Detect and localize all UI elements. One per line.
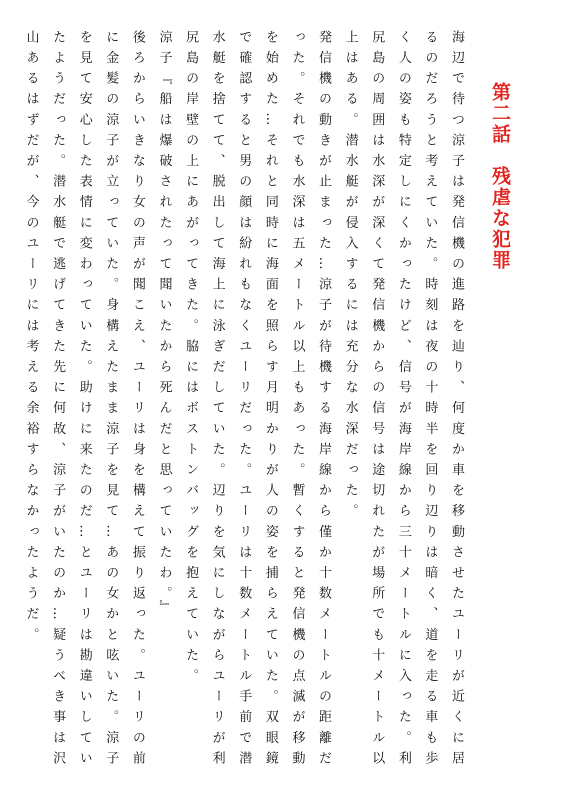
body-text xyxy=(17,30,469,776)
paragraph: 発信機の動きが止まった…涼子が待機する海岸線から僅か十数メートルの距離だった。それでも水深は五メートル以上もあった。暫くすると発信機の点滅が移動を始めた…それと同時に海面を照らす月明かりが人の姿を捕らえていた。双眼鏡で確認すると男の顔は紛れもなくユーリだった。ユーリは十数メートル手前で潜水艇を捨てて、脱出して海上に泳ぎだしていた。辺りを気にしながらユーリが利尻島の岸壁の上にあがってきた。脇にはボストンバッグを抱えていた。 xyxy=(183,30,332,772)
paragraph: 海辺で待つ涼子は発信機の進路を辿り、何度か車を移動させたユーリが近くに居るのだろうと考えていた。時刻は夜の十時半を回り辺りは暗く、道を走る車も歩く人の姿も特定しにくかったけど、信号が海岸線から三十メートルに入った。利尻島の周囲は水深が深くて発信機からの信号は途切れたが場所でも十メートル以上はある。潜水艇が侵入するには充分な水深だった。 xyxy=(342,30,464,772)
paragraph: 後ろからいきなり女の声が聞こえ、ユーリは身を構えて振り返った。ユーリの前に金髪の涼子が立っていた。身構えたまま涼子を見て…あの女かと呟いた。涼子を見て安心した表情に変わっていた。助けに来たのだ…とユーリは勘違いしていたようだった。潜水艇で逃げてきた先に何故、涼子がいたのか…疑うべき事は沢山あるはずだが、今のユーリには考える余裕すらなかったようだ。 xyxy=(23,30,145,772)
paragraph: 涼子『船は爆破されたって聞いたから死んだと思っていたわ。』 xyxy=(156,30,172,621)
chapter-title: 第二話 残虐な犯罪 xyxy=(489,82,511,271)
